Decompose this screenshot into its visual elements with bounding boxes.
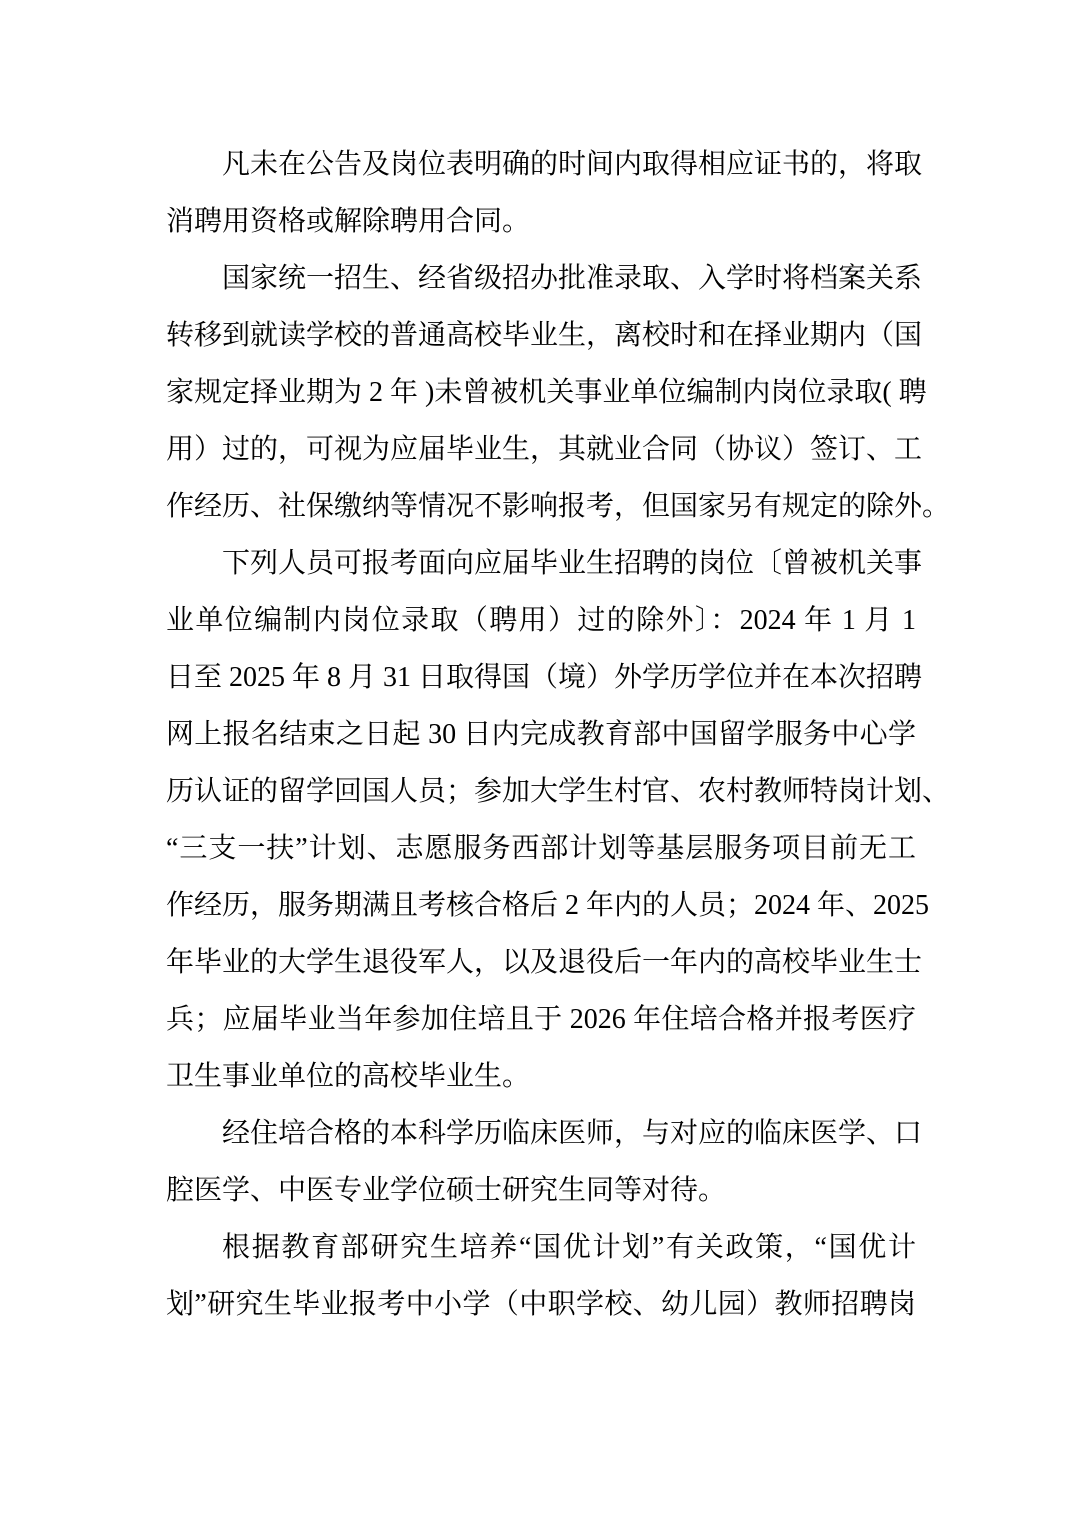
text-line: 业单位编制内岗位录取（聘用）过的除外〕：2024 年 1 月 1 bbox=[166, 605, 916, 636]
text-line: 根据教育部研究生培养“国优计划”有关政策，“国优计 bbox=[222, 1232, 916, 1263]
text-line: 凡未在公告及岗位表明确的时间内取得相应证书的，将取 bbox=[222, 149, 923, 180]
document-text-block bbox=[166, 136, 951, 1333]
text-line: 卫生事业单位的高校毕业生。 bbox=[166, 1061, 531, 1092]
text-line: 转移到就读学校的普通高校毕业生，离校时和在择业期内（国 bbox=[166, 320, 923, 351]
text-line: “三支一扶”计划、志愿服务西部计划等基层服务项目前无工 bbox=[166, 833, 916, 864]
text-line: 家规定择业期为 2 年 )未曾被机关事业单位编制内岗位录取( 聘 bbox=[166, 377, 927, 408]
text-line: 作经历、社保缴纳等情况不影响报考，但国家另有规定的除外。 bbox=[166, 491, 951, 522]
text-line: 年毕业的大学生退役军人，以及退役后一年内的高校毕业生士 bbox=[166, 947, 923, 978]
text-line: 用）过的，可视为应届毕业生，其就业合同（协议）签订、工 bbox=[166, 434, 923, 465]
text-line: 历认证的留学回国人员；参加大学生村官、农村教师特岗计划、 bbox=[166, 776, 951, 807]
text-line: 消聘用资格或解除聘用合同。 bbox=[166, 206, 531, 237]
text-line: 作经历，服务期满且考核合格后 2 年内的人员；2024 年、2025 bbox=[166, 890, 930, 921]
text-line: 划”研究生毕业报考中小学（中职学校、幼儿园）教师招聘岗 bbox=[166, 1289, 916, 1320]
text-line: 兵；应届毕业当年参加住培且于 2026 年住培合格并报考医疗 bbox=[166, 1004, 916, 1035]
text-line: 网上报名结束之日起 30 日内完成教育部中国留学服务中心学 bbox=[166, 719, 916, 750]
text-line: 国家统一招生、经省级招办批准录取、入学时将档案关系 bbox=[222, 263, 923, 294]
text-line: 日至 2025 年 8 月 31 日取得国（境）外学历学位并在本次招聘 bbox=[166, 662, 923, 693]
text-line: 腔医学、中医专业学位硕士研究生同等对待。 bbox=[166, 1175, 727, 1206]
text-line: 经住培合格的本科学历临床医师，与对应的临床医学、口 bbox=[222, 1118, 923, 1149]
text-line: 下列人员可报考面向应届毕业生招聘的岗位〔曾被机关事 bbox=[222, 548, 923, 579]
